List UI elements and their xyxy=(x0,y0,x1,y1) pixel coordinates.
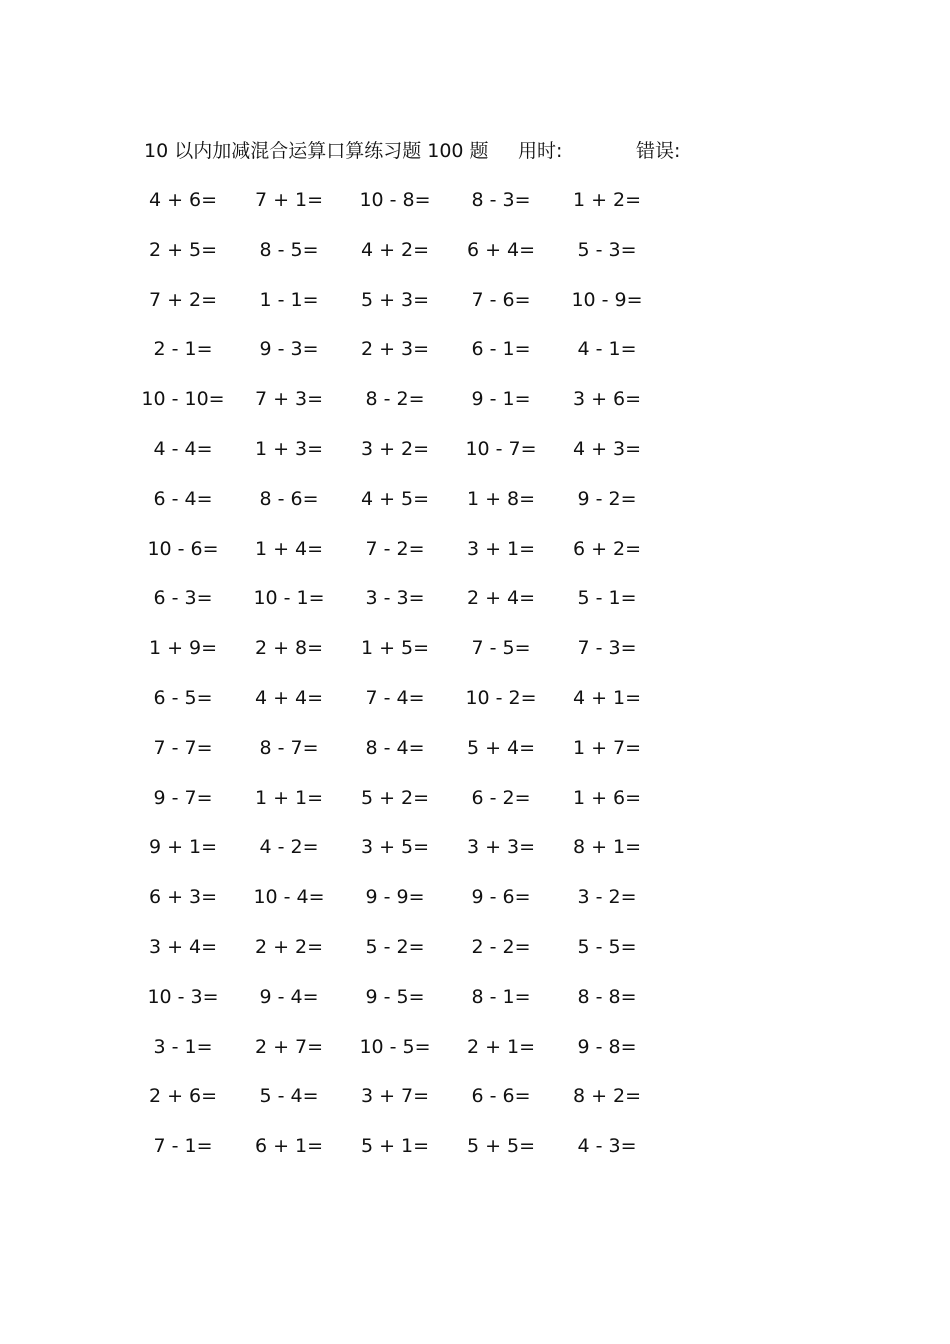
problem-row xyxy=(130,781,690,831)
arithmetic-problem: 8 - 4= xyxy=(365,736,425,759)
arithmetic-problem: 8 + 1= xyxy=(572,836,642,859)
problem-row xyxy=(130,581,690,631)
problem-row xyxy=(130,930,690,980)
arithmetic-problem: 9 - 8= xyxy=(577,1035,637,1058)
problem-row xyxy=(130,532,690,582)
arithmetic-problem: 2 + 3= xyxy=(360,338,430,361)
problem-row xyxy=(130,880,690,930)
arithmetic-problem: 3 + 6= xyxy=(572,388,642,411)
problem-row xyxy=(130,482,690,532)
arithmetic-problem: 1 + 4= xyxy=(254,537,324,560)
arithmetic-problem: 4 + 6= xyxy=(148,189,218,211)
arithmetic-problem: 1 + 3= xyxy=(254,437,324,460)
arithmetic-problem: 4 + 3= xyxy=(572,437,642,460)
arithmetic-problem: 2 - 1= xyxy=(153,338,213,361)
arithmetic-problem: 5 + 5= xyxy=(466,1135,536,1158)
arithmetic-problem: 10 - 2= xyxy=(465,686,537,709)
problem-row xyxy=(130,1079,690,1129)
arithmetic-problem: 5 + 1= xyxy=(360,1135,430,1158)
problem-row xyxy=(130,980,690,1030)
arithmetic-problem: 7 - 1= xyxy=(153,1135,213,1158)
arithmetic-problem: 7 - 6= xyxy=(471,288,531,311)
arithmetic-problem: 4 + 4= xyxy=(254,686,324,709)
arithmetic-problem: 6 + 2= xyxy=(572,537,642,560)
arithmetic-problem: 9 + 1= xyxy=(148,836,218,859)
arithmetic-problem: 8 - 1= xyxy=(471,985,531,1008)
arithmetic-problem: 7 - 3= xyxy=(577,637,637,660)
problem-row xyxy=(130,382,690,432)
arithmetic-problem: 8 - 3= xyxy=(471,189,531,211)
errors-label: 错误: xyxy=(636,140,681,162)
arithmetic-problem: 5 + 2= xyxy=(360,786,430,809)
arithmetic-problem: 2 + 2= xyxy=(254,935,324,958)
problem-row xyxy=(130,631,690,681)
arithmetic-problem: 8 - 6= xyxy=(259,487,319,510)
arithmetic-problem: 2 + 8= xyxy=(254,637,324,660)
arithmetic-problem: 3 + 5= xyxy=(360,836,430,859)
problem-grid xyxy=(130,183,690,1179)
arithmetic-problem: 6 - 2= xyxy=(471,786,531,809)
arithmetic-problem: 5 + 3= xyxy=(360,288,430,311)
arithmetic-problem: 5 - 2= xyxy=(365,935,425,958)
arithmetic-problem: 7 + 1= xyxy=(254,189,324,211)
arithmetic-problem: 9 - 3= xyxy=(259,338,319,361)
arithmetic-problem: 3 + 2= xyxy=(360,437,430,460)
arithmetic-problem: 1 + 9= xyxy=(148,637,218,660)
problem-row xyxy=(130,1129,690,1179)
arithmetic-problem: 5 - 1= xyxy=(577,587,637,610)
arithmetic-problem: 3 + 3= xyxy=(466,836,536,859)
arithmetic-problem: 9 - 6= xyxy=(471,886,531,909)
problem-row xyxy=(130,332,690,382)
arithmetic-problem: 3 + 7= xyxy=(360,1085,430,1108)
arithmetic-problem: 10 - 10= xyxy=(141,388,225,411)
arithmetic-problem: 7 + 3= xyxy=(254,388,324,411)
arithmetic-problem: 3 + 1= xyxy=(466,537,536,560)
arithmetic-problem: 7 - 7= xyxy=(153,736,213,759)
arithmetic-problem: 10 - 1= xyxy=(253,587,325,610)
arithmetic-problem: 9 - 5= xyxy=(365,985,425,1008)
arithmetic-problem: 6 + 1= xyxy=(254,1135,324,1158)
problem-row xyxy=(130,1030,690,1080)
arithmetic-problem: 8 - 2= xyxy=(365,388,425,411)
arithmetic-problem: 3 - 3= xyxy=(365,587,425,610)
arithmetic-problem: 10 - 6= xyxy=(147,537,219,560)
arithmetic-problem: 6 - 6= xyxy=(471,1085,531,1108)
arithmetic-problem: 2 + 5= xyxy=(148,238,218,261)
arithmetic-problem: 9 - 2= xyxy=(577,487,637,510)
page-title: 10 以内加减混合运算口算练习题 100 题 xyxy=(144,140,489,162)
arithmetic-problem: 1 + 6= xyxy=(572,786,642,809)
arithmetic-problem: 10 - 7= xyxy=(465,437,537,460)
arithmetic-problem: 1 + 8= xyxy=(466,487,536,510)
arithmetic-problem: 6 + 4= xyxy=(466,238,536,261)
arithmetic-problem: 6 - 3= xyxy=(153,587,213,610)
arithmetic-problem: 1 + 2= xyxy=(572,189,642,211)
arithmetic-problem: 9 - 7= xyxy=(153,786,213,809)
arithmetic-problem: 8 + 2= xyxy=(572,1085,642,1108)
problem-row xyxy=(130,731,690,781)
arithmetic-problem: 1 + 7= xyxy=(572,736,642,759)
arithmetic-problem: 3 - 2= xyxy=(577,886,637,909)
arithmetic-problem: 9 - 9= xyxy=(365,886,425,909)
arithmetic-problem: 3 - 1= xyxy=(153,1035,213,1058)
arithmetic-problem: 10 - 4= xyxy=(253,886,325,909)
arithmetic-problem: 10 - 3= xyxy=(147,985,219,1008)
arithmetic-problem: 4 + 2= xyxy=(360,238,430,261)
arithmetic-problem: 10 - 8= xyxy=(359,189,431,211)
arithmetic-problem: 1 - 1= xyxy=(259,288,319,311)
problem-row xyxy=(130,432,690,482)
arithmetic-problem: 6 - 4= xyxy=(153,487,213,510)
arithmetic-problem: 4 - 2= xyxy=(259,836,319,859)
arithmetic-problem: 6 - 1= xyxy=(471,338,531,361)
arithmetic-problem: 4 - 3= xyxy=(577,1135,637,1158)
problem-row xyxy=(130,283,690,333)
arithmetic-problem: 4 + 1= xyxy=(572,686,642,709)
arithmetic-problem: 7 + 2= xyxy=(148,288,218,311)
arithmetic-problem: 8 - 5= xyxy=(259,238,319,261)
arithmetic-problem: 7 - 5= xyxy=(471,637,531,660)
arithmetic-problem: 1 + 5= xyxy=(360,637,430,660)
arithmetic-problem: 4 - 1= xyxy=(577,338,637,361)
arithmetic-problem: 10 - 9= xyxy=(571,288,643,311)
arithmetic-problem: 5 - 5= xyxy=(577,935,637,958)
arithmetic-problem: 3 + 4= xyxy=(148,935,218,958)
problem-row xyxy=(130,830,690,880)
arithmetic-problem: 1 + 1= xyxy=(254,786,324,809)
arithmetic-problem: 6 + 3= xyxy=(148,886,218,909)
problem-row xyxy=(130,681,690,731)
arithmetic-problem: 8 - 8= xyxy=(577,985,637,1008)
arithmetic-problem: 2 - 2= xyxy=(471,935,531,958)
arithmetic-problem: 2 + 6= xyxy=(148,1085,218,1108)
arithmetic-problem: 5 + 4= xyxy=(466,736,536,759)
arithmetic-problem: 4 + 5= xyxy=(360,487,430,510)
arithmetic-problem: 5 - 4= xyxy=(259,1085,319,1108)
time-used-label: 用时: xyxy=(518,140,563,162)
arithmetic-problem: 9 - 1= xyxy=(471,388,531,411)
arithmetic-problem: 2 + 7= xyxy=(254,1035,324,1058)
arithmetic-problem: 6 - 5= xyxy=(153,686,213,709)
arithmetic-problem: 7 - 4= xyxy=(365,686,425,709)
arithmetic-problem: 7 - 2= xyxy=(365,537,425,560)
arithmetic-problem: 5 - 3= xyxy=(577,238,637,261)
arithmetic-problem: 2 + 4= xyxy=(466,587,536,610)
problem-row xyxy=(130,233,690,283)
arithmetic-problem: 10 - 5= xyxy=(359,1035,431,1058)
arithmetic-problem: 9 - 4= xyxy=(259,985,319,1008)
arithmetic-problem: 2 + 1= xyxy=(466,1035,536,1058)
arithmetic-problem: 4 - 4= xyxy=(153,437,213,460)
problem-row xyxy=(130,183,690,233)
arithmetic-problem: 8 - 7= xyxy=(259,736,319,759)
